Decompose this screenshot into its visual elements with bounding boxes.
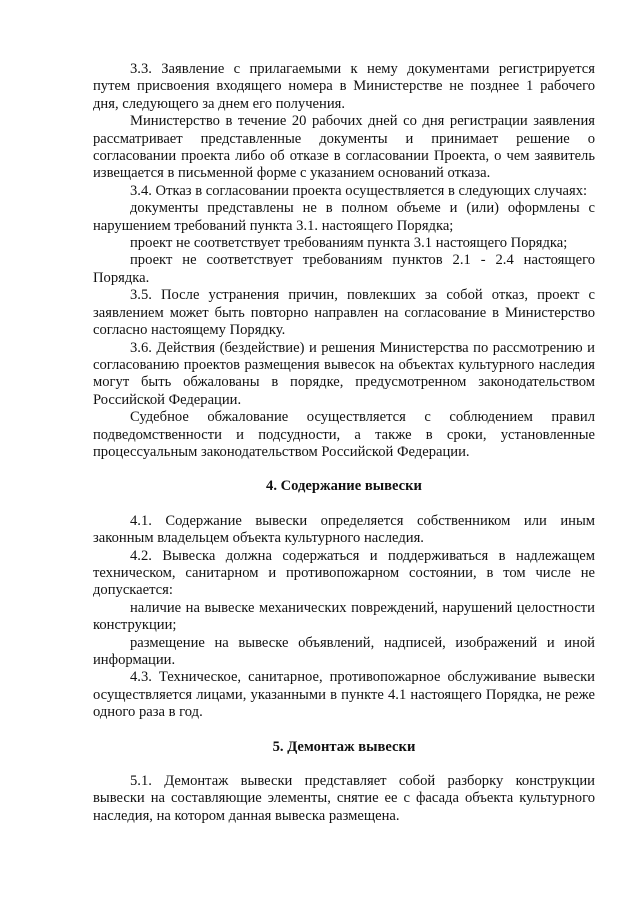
section-5-heading: 5. Демонтаж вывески (272, 738, 416, 755)
paragraph-4-1: 4.1. Содержание вывески определяется собственником или иным законным владельцем объекта культурного наследия. (93, 512, 595, 547)
paragraph-3-3-review: Министерство в течение 20 рабочих дней со дня регистрации заявления рассматривает представленные документы и принимает решение о согласовании проекта либо об отказе в согласовании Проекта, о чем заявитель извещается в письменной форме с указанием оснований отказа. (93, 113, 595, 182)
paragraph-3-3: 3.3. Заявление с прилагаемыми к нему документами регистрируется путем присвоения входящего номера в Министерстве не позднее 1 рабочего дня, следующего за днем его получения. (93, 61, 595, 112)
paragraph-4-2-item-2: размещение на вывеске объявлений, надписей, изображений и иной информации. (93, 634, 595, 668)
paragraph-4-2-item-1: наличие на вывеске механических повреждений, нарушений целостности конструкции; (93, 599, 595, 634)
paragraph-3-4-case-2: проект не соответствует требованиям пункта 3.1 настоящего Порядка; (130, 235, 568, 252)
paragraph-3-6: 3.6. Действия (бездействие) и решения Министерства по рассмотрению и согласованию проектов размещения вывесок на объектах культурного наследия могут быть обжалованы в порядке, предусмотренном законодательством Российской Федерации. (93, 339, 595, 408)
paragraph-3-4-case-3: проект не соответствует требованиям пунктов 2.1 - 2.4 настоящего Порядка. (93, 252, 595, 286)
paragraph-5-1: 5.1. Демонтаж вывески представляет собой разборку конструкции вывески на составляющие элементы, снятие ее с фасада объекта культурного наследия, на котором данная вывеска размещена. (93, 773, 595, 824)
section-4-heading: 4. Содержание вывески (266, 478, 422, 495)
paragraph-3-4: 3.4. Отказ в согласовании проекта осуществляется в следующих случаях: (130, 182, 588, 199)
paragraph-3-6-court: Судебное обжалование осуществляется с соблюдением правил подведомственности и подсудности, а также в сроки, установленные процессуальным законодательством Российской Федерации. (93, 409, 595, 460)
document-page (93, 61, 595, 825)
paragraph-4-2: 4.2. Вывеска должна содержаться и поддерживаться в надлежащем техническом, санитарном и противопожарном состоянии, в том числе не допускается: (93, 547, 595, 599)
paragraph-3-4-case-1: документы представлены не в полном объеме и (или) оформлены с нарушением требований пункта 3.1. настоящего Порядка; (93, 200, 595, 234)
paragraph-3-5: 3.5. После устранения причин, повлекших за собой отказ, проект с заявлением может быть повторно направлен на согласование в Министерство согласно настоящему Порядку. (93, 287, 595, 339)
paragraph-4-3: 4.3. Техническое, санитарное, противопожарное обслуживание вывески осуществляется лицами, указанными в пункте 4.1 настоящего Порядка, не реже одного раза в год. (93, 669, 595, 721)
